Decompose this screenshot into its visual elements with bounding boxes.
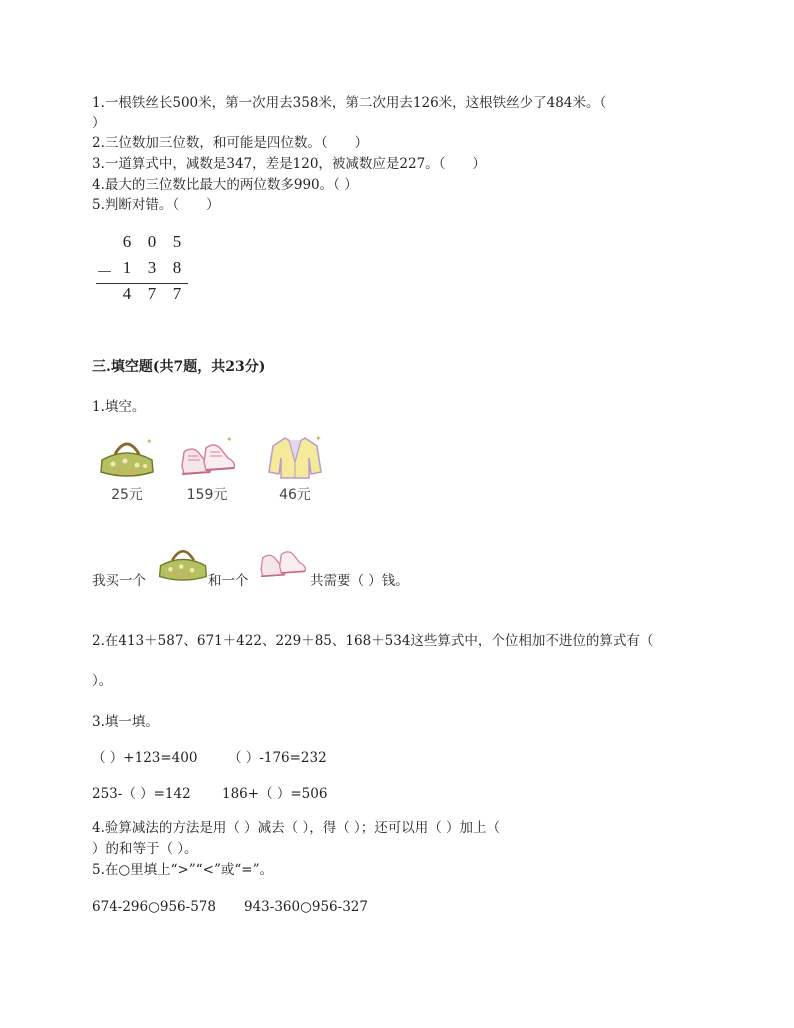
calc-row-3 <box>96 284 192 310</box>
judge-q1: 1.一根铁丝长500米，第一次用去358米，第二次用去126米，这根铁丝少了484米。（ <box>92 95 607 111</box>
item-jacket <box>264 432 326 504</box>
calc-digit: 4 <box>122 284 132 303</box>
shoes-icon <box>176 432 240 482</box>
section-title: 三.填空题(共7题，共23分) <box>92 359 266 375</box>
calc-digit: 0 <box>147 232 157 251</box>
fill-q4: 4.验算减法的方法是用（ ）减去（ ），得（ ）；还可以用（ ）加上（ <box>92 820 501 836</box>
item-price: 46元 <box>279 487 311 503</box>
handbag-icon <box>156 540 210 586</box>
fill-q1-title: 1.填空。 <box>92 399 146 415</box>
calc-digit: 1 <box>122 258 132 277</box>
calc-digit: 7 <box>172 284 182 303</box>
fill-q3-eq2: （ ）-176=232 <box>228 750 327 766</box>
fill-q3-title: 3.填一填。 <box>92 714 159 730</box>
item-price: 25元 <box>111 487 143 503</box>
calc-digit: 3 <box>147 258 157 277</box>
svg-text:✦: ✦ <box>226 435 233 444</box>
fill-q2: 2.在413＋587、671＋422、229＋85、168＋534这些算式中，个位相加不进位的算式有（ <box>92 633 654 649</box>
judge-q1-cont: ） <box>92 115 106 131</box>
fill-q3-eq3: 253-（ ）=142 <box>92 786 191 802</box>
fill-q3-eq1: （ ）+123=400 <box>92 750 198 766</box>
fill-q5: 5.在○里填上“>”“<”或“=”。 <box>92 862 274 878</box>
handbag-icon <box>97 432 157 482</box>
judge-q2: 2.三位数加三位数，和可能是四位数。（ ） <box>92 135 369 151</box>
calc-digit: 8 <box>172 258 182 277</box>
fill-q1-part2: 和一个 <box>208 573 249 589</box>
minus-sign: － <box>96 263 113 282</box>
calc-row-2 <box>96 258 192 284</box>
calc-row-1 <box>96 232 192 258</box>
shoes-icon <box>256 540 310 584</box>
fill-q5-eq2: 943-360○956-327 <box>244 899 368 915</box>
calc-digit: 5 <box>172 232 182 251</box>
judge-q3: 3.一道算式中，减数是347，差是120，被减数应是227。（ ） <box>92 156 486 172</box>
item-price: 159元 <box>186 487 228 503</box>
item-shoes <box>176 432 238 504</box>
fill-q4-cont: ）的和等于（ ）。 <box>92 841 198 857</box>
fill-q5-eq1: 674-296○956-578 <box>92 899 216 915</box>
judge-q4: 4.最大的三位数比最大的两位数多990。（ ） <box>92 177 358 193</box>
judge-q5: 5.判断对错。（ ） <box>92 197 220 213</box>
svg-text:✦: ✦ <box>146 437 153 446</box>
calc-digit: 7 <box>147 284 157 303</box>
fill-q1-part1: 我买一个 <box>92 573 146 589</box>
fill-q2-cont: ）。 <box>92 673 113 689</box>
fill-q3-eq4: 186+（ ）=506 <box>222 786 328 802</box>
fill-q1-part3: 共需要（ ）钱。 <box>310 573 409 589</box>
item-bag <box>96 432 158 504</box>
calc-digit: 6 <box>122 232 132 251</box>
vertical-subtraction <box>96 232 192 310</box>
svg-text:✦: ✦ <box>315 434 322 443</box>
inline-shoes <box>256 540 310 588</box>
inline-bag <box>156 540 210 590</box>
jacket-icon <box>265 432 325 482</box>
